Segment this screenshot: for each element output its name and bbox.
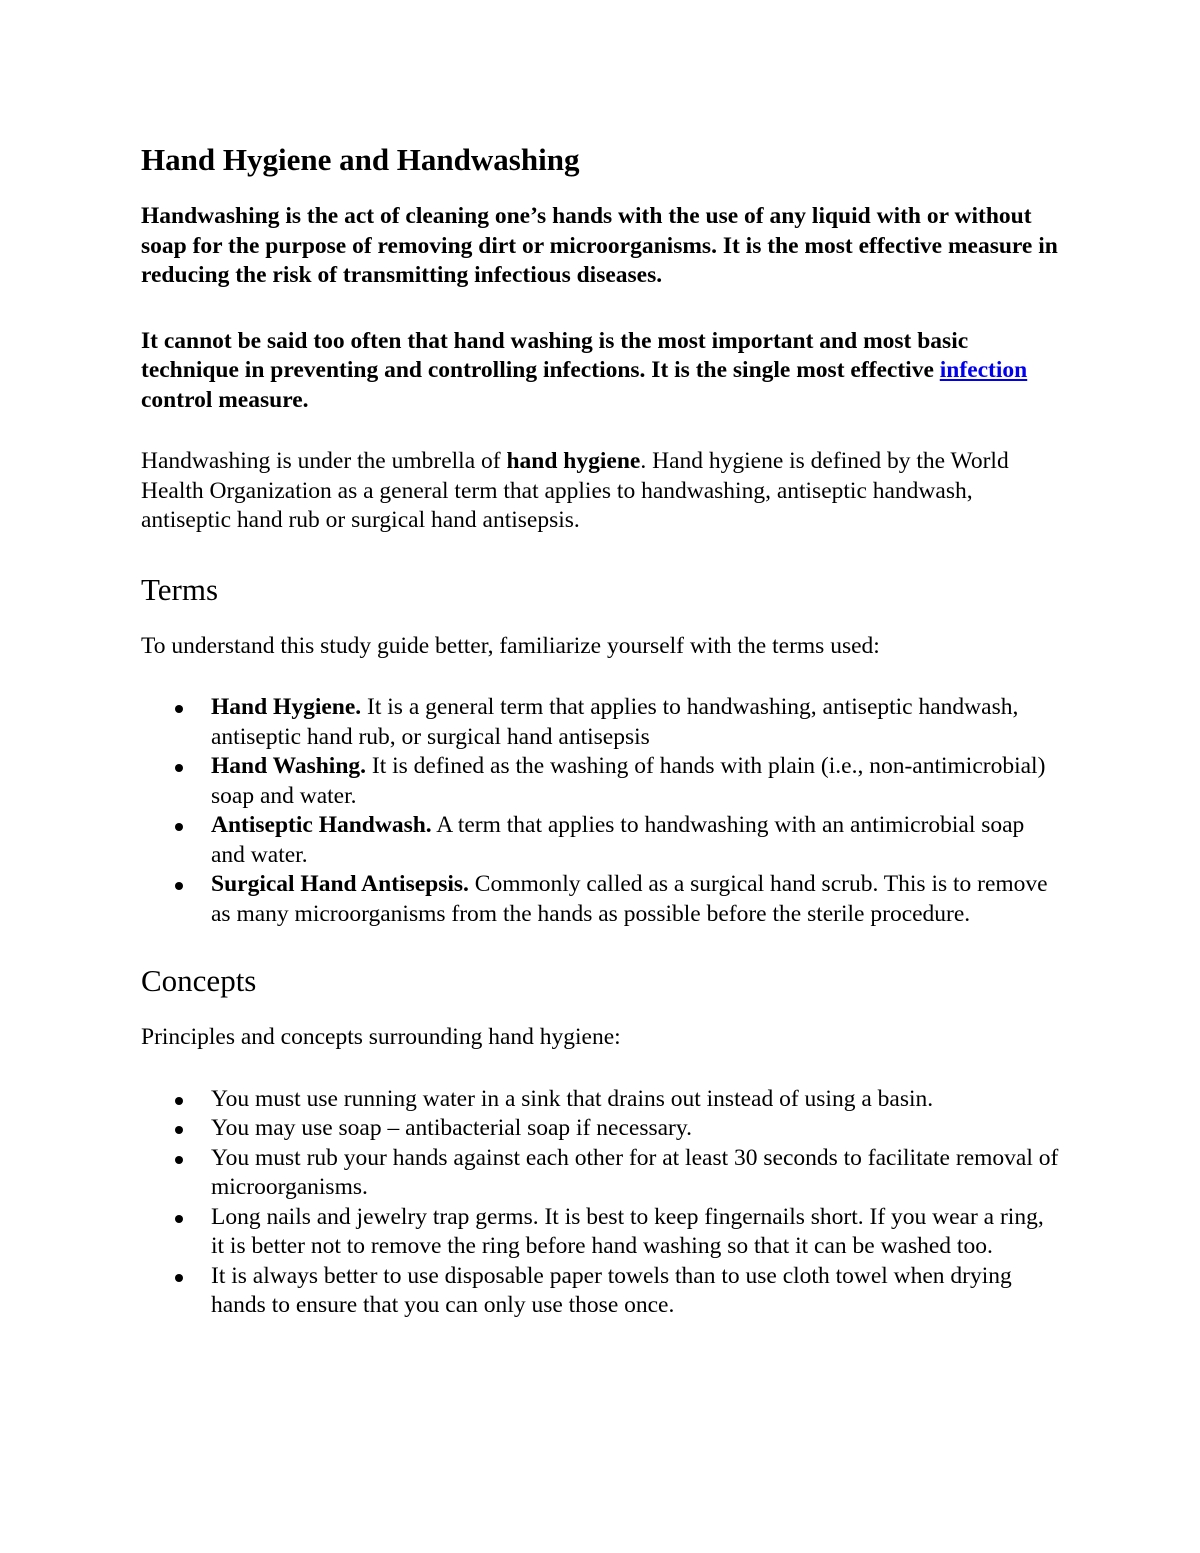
list-item (141, 693, 1061, 752)
second-paragraph-tail: control measure. (141, 386, 309, 413)
term-label: Hand Washing. (211, 753, 367, 779)
terms-intro: To understand this study guide better, familiarize yourself with the terms used: (141, 632, 880, 659)
list-item (141, 811, 1061, 870)
document-page (141, 138, 1061, 1351)
term-label: Surgical Hand Antisepsis. (211, 871, 469, 897)
concepts-list (141, 1085, 1061, 1321)
second-paragraph (141, 327, 1061, 416)
third-paragraph-text: Handwashing is under the umbrella of (141, 448, 507, 474)
intro-paragraph: Handwashing is the act of cleaning one’s hands with the use of any liquid with or without soap for the purpose of removing dirt or microorganisms. It is the most effective measure in reducing the risk of transmitting infectious diseases. (141, 203, 1058, 288)
term-definition: It is a general term that applies to handwashing, antiseptic handwash, antiseptic hand rub, or surgical hand antisepsis (211, 694, 1019, 750)
bullet-icon (175, 1126, 183, 1134)
bullet-icon (175, 1274, 183, 1282)
term-definition: It is defined as the washing of hands with plain (i.e., non-antimicrobial) soap and water. (211, 753, 1046, 809)
concept-text: You must rub your hands against each other for at least 30 seconds to facilitate removal of microorganisms. (211, 1144, 1059, 1200)
third-paragraph-tail: . Hand hygiene is defined by the World Health Organization as a general term that applies to handwashing, antiseptic handwash, antiseptic hand rub or surgical hand antisepsis. (141, 448, 1009, 533)
concepts-intro: Principles and concepts surrounding hand hygiene: (141, 1024, 621, 1050)
concept-text: You may use soap – antibacterial soap if necessary. (211, 1115, 692, 1141)
concept-text: Long nails and jewelry trap germs. It is best to keep fingernails short. If you wear a ring, it is better not to remove the ring before hand washing so that it can be washed too. (211, 1203, 1044, 1259)
list-item (141, 1144, 1061, 1203)
list-item (141, 1262, 1061, 1321)
concept-text: You must use running water in a sink that drains out instead of using a basin. (211, 1085, 934, 1112)
bullet-icon (175, 1097, 183, 1105)
bullet-icon (175, 823, 183, 831)
bullet-icon (175, 1215, 183, 1223)
bullet-icon (175, 705, 183, 713)
term-definition: A term that applies to handwashing with an antimicrobial soap and water. (211, 812, 1025, 868)
term-label: Hand Hygiene. (211, 694, 362, 720)
list-item (141, 1203, 1061, 1262)
list-item (141, 870, 1061, 929)
concept-text: It is always better to use disposable paper towels than to use cloth towel when drying hands to ensure that you can only use those once. (211, 1262, 1012, 1318)
list-item (141, 752, 1061, 811)
terms-heading: Terms (141, 571, 219, 607)
list-item (141, 1085, 1061, 1115)
bullet-icon (175, 1156, 183, 1164)
document-title: Hand Hygiene and Handwashing (141, 142, 580, 177)
list-item (141, 1114, 1061, 1144)
infection-link[interactable]: infection (939, 357, 1028, 383)
bullet-icon (175, 764, 183, 772)
term-definition: Commonly called as a surgical hand scrub. This is to remove as many microorganisms from the hands as possible before the sterile procedure. (211, 871, 1048, 927)
terms-list (141, 693, 1061, 929)
hand-hygiene-emphasis: hand hygiene (506, 448, 641, 474)
term-label: Antiseptic Handwash. (211, 812, 432, 838)
bullet-icon (175, 882, 183, 890)
concepts-heading: Concepts (141, 963, 257, 998)
third-paragraph (141, 447, 1061, 536)
second-paragraph-text: It cannot be said too often that hand washing is the most important and most basic technique in preventing and controlling infections. It is the single most effective (141, 327, 969, 383)
